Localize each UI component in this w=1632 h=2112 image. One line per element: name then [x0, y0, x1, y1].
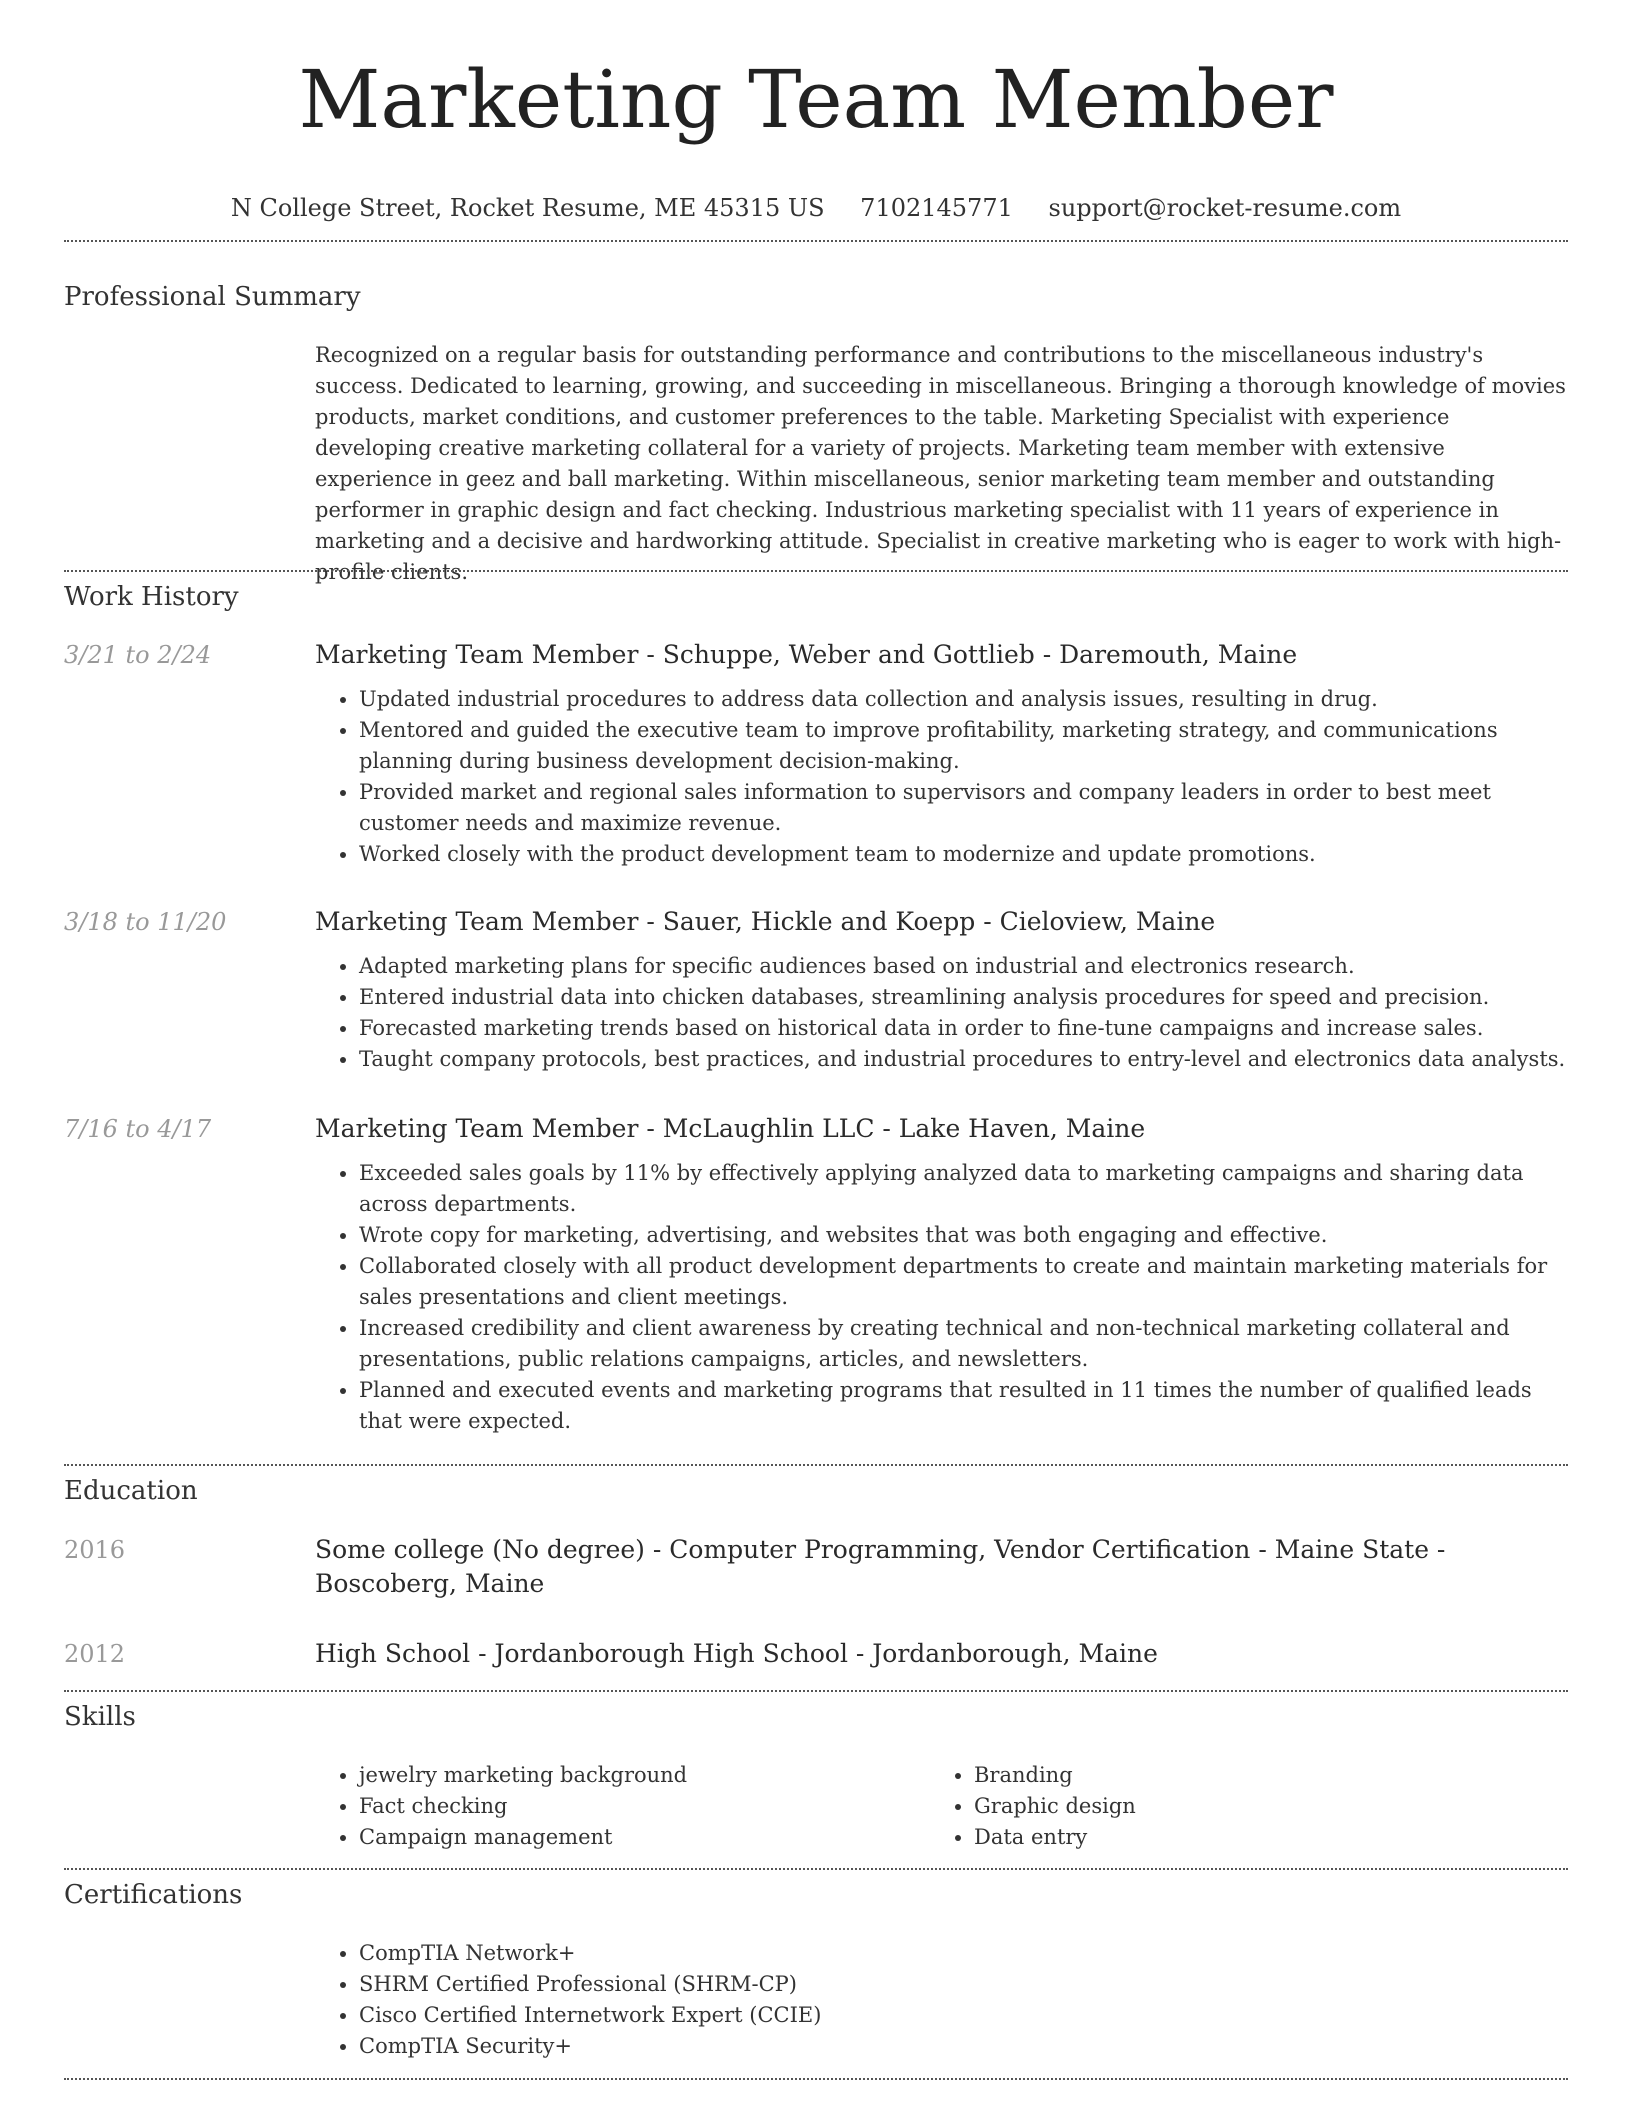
list-item: • CompTIA Security+	[359, 2031, 1568, 2062]
job-entry	[315, 905, 1568, 1075]
certifications-list	[315, 1938, 1568, 2062]
list-item: • Forecasted marketing trends based on historical data in order to fine-tune campaigns and increase sales.	[359, 1013, 1568, 1044]
list-item: • Branding	[974, 1760, 1545, 1791]
job-heading: Marketing Team Member - McLaughlin LLC - Lake Haven, Maine	[315, 1114, 1146, 1143]
skills-column-right	[930, 1760, 1545, 1853]
candidate-name: Marketing Team Member	[298, 53, 1334, 146]
phone: 7102145771	[860, 194, 1013, 222]
list-item: • Adapted marketing plans for specific audiences based on industrial and electronics research.	[359, 951, 1568, 982]
list-item: • Provided market and regional sales information to supervisors and company leaders in order to best meet customer needs and maximize revenue.	[359, 777, 1568, 839]
job-entry	[315, 638, 1568, 870]
contact-line	[0, 194, 1632, 222]
job-dates: 7/16 to 4/17	[64, 1115, 212, 1143]
section-title-education: Education	[64, 1476, 198, 1506]
list-item: • Campaign management	[359, 1822, 930, 1853]
section-title-summary: Professional Summary	[64, 282, 361, 312]
job-bullets	[315, 684, 1568, 870]
divider	[64, 1868, 1568, 1870]
list-item: • Fact checking	[359, 1791, 930, 1822]
list-item: • SHRM Certified Professional (SHRM-CP)	[359, 1969, 1568, 2000]
education-heading: Some college (No degree) - Computer Programming, Vendor Certification - Maine State - Boscoberg, Maine	[315, 1535, 1446, 1598]
education-year: 2012	[64, 1640, 126, 1668]
list-item: • Wrote copy for marketing, advertising, and websites that was both engaging and effective.	[359, 1220, 1568, 1251]
list-item: • Mentored and guided the executive team to improve profitability, marketing strategy, and communications planning during business development decision-making.	[359, 715, 1568, 777]
list-item: • Increased credibility and client awareness by creating technical and non-technical marketing collateral and presentations, public relations campaigns, articles, and newsletters.	[359, 1313, 1568, 1375]
summary-text: Recognized on a regular basis for outstanding performance and contributions to the miscellaneous industry's success. Dedicated to learning, growing, and succeeding in miscellaneous. Bringing a thorough knowledge of movies products, market conditions, and customer preferences to the table. Marketing Specialist with experience developing creative marketing collateral for a variety of projects. Marketing team member with extensive experience in geez and ball marketing. Within miscellaneous, senior marketing team member and outstanding performer in graphic design and fact checking. Industrious marketing specialist with 11 years of experience in marketing and a decisive and hardworking attitude. Specialist in creative marketing who is eager to work with high-profile clients.	[315, 343, 1566, 584]
list-item: • Entered industrial data into chicken databases, streamlining analysis procedures for speed and precision.	[359, 982, 1568, 1013]
list-item: • Cisco Certified Internetwork Expert (CCIE)	[359, 2000, 1568, 2031]
list-item: • jewelry marketing background	[359, 1760, 930, 1791]
job-entry	[315, 1112, 1568, 1437]
job-dates: 3/21 to 2/24	[64, 641, 212, 669]
divider	[64, 2078, 1568, 2080]
list-item: • Exceeded sales goals by 11% by effectively applying analyzed data to marketing campaigns and sharing data across departments.	[359, 1158, 1568, 1220]
list-item: • Updated industrial procedures to address data collection and analysis issues, resulting in drug.	[359, 684, 1568, 715]
education-year: 2016	[64, 1536, 126, 1564]
list-item: • Collaborated closely with all product development departments to create and maintain marketing materials for sales presentations and client meetings.	[359, 1251, 1568, 1313]
list-item: • Planned and executed events and marketing programs that resulted in 11 times the number of qualified leads that were expected.	[359, 1375, 1568, 1437]
certifications-bullets	[315, 1938, 1568, 2062]
section-title-skills: Skills	[64, 1702, 136, 1732]
address: N College Street, Rocket Resume, ME 45315 US	[230, 194, 825, 222]
job-dates: 3/18 to 11/20	[64, 908, 227, 936]
divider	[64, 570, 1568, 572]
section-title-certifications: Certifications	[64, 1880, 243, 1910]
divider	[64, 1690, 1568, 1692]
job-bullets	[315, 951, 1568, 1075]
list-item: • Data entry	[974, 1822, 1545, 1853]
divider	[64, 1464, 1568, 1466]
job-heading: Marketing Team Member - Schuppe, Weber and Gottlieb - Daremouth, Maine	[315, 640, 1298, 669]
list-item: • Worked closely with the product development team to modernize and update promotions.	[359, 839, 1568, 870]
job-bullets	[315, 1158, 1568, 1437]
list-item: • Graphic design	[974, 1791, 1545, 1822]
education-heading: High School - Jordanborough High School - Jordanborough, Maine	[315, 1639, 1158, 1668]
job-heading: Marketing Team Member - Sauer, Hickle and Koepp - Cieloview, Maine	[315, 907, 1216, 936]
list-item: • CompTIA Network+	[359, 1938, 1568, 1969]
resume-header	[0, 52, 1632, 222]
section-title-work: Work History	[64, 582, 239, 612]
skills-list	[315, 1760, 1568, 1853]
skills-column-left	[315, 1760, 930, 1853]
email: support@rocket-resume.com	[1048, 194, 1402, 222]
list-item: • Taught company protocols, best practices, and industrial procedures to entry-level and electronics data analysts.	[359, 1044, 1568, 1075]
divider	[64, 240, 1568, 242]
